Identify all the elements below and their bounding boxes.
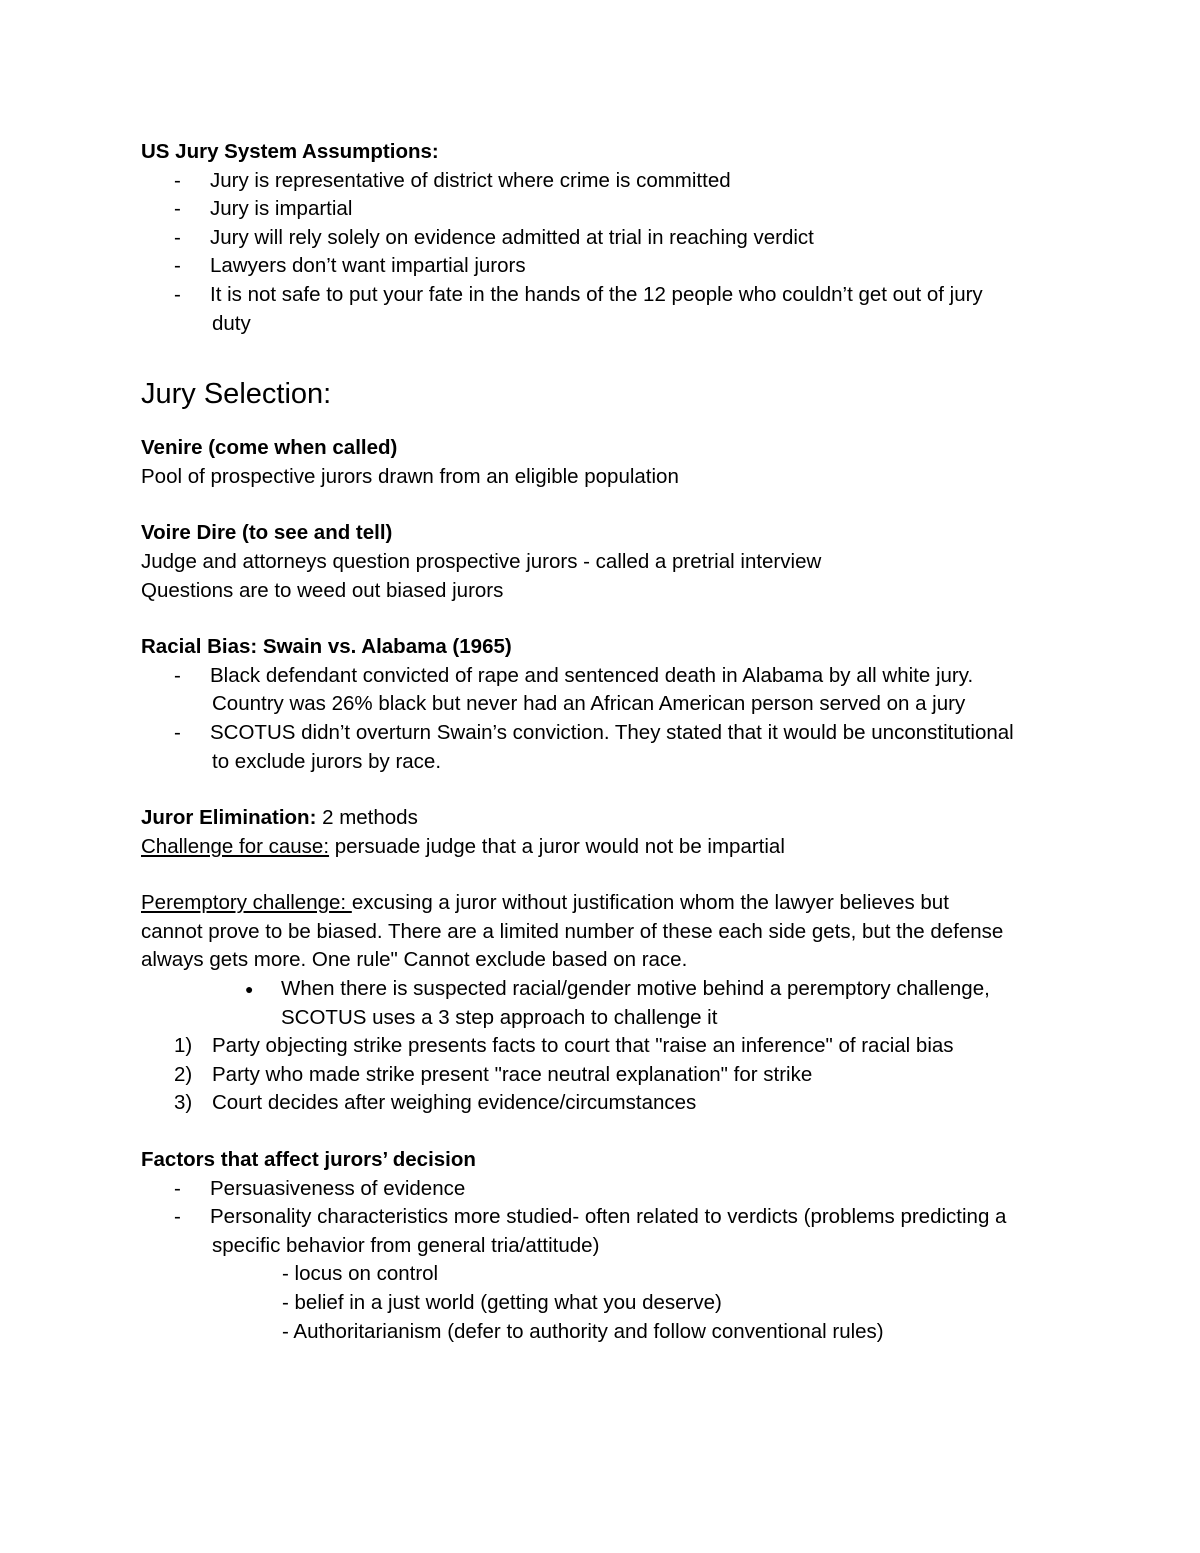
voire-text-2: Questions are to weed out biased jurors [141,578,504,602]
dash-marker: - [174,225,181,249]
list-item: - Jury is impartial [141,195,1071,224]
elimination-heading: Juror Elimination: [141,806,317,830]
bullet-item-continuation: SCOTUS uses a 3 step approach to challenge it [281,1005,718,1029]
dash-marker: - [174,1205,181,1229]
cause-text: persuade judge that a juror would not be impartial [329,834,785,858]
numbered-item: 2) Party who made strike present "race neutral explanation" for strike [141,1061,1071,1090]
dash-marker: - [174,663,181,687]
list-item: - Black defendant convicted of rape and sentenced death in Alabama by all white jury. [141,662,1071,691]
dash-marker: - [174,1176,181,1200]
sub-item: - belief in a just world (getting what you deserve) [282,1291,722,1314]
dash-marker: - [174,254,181,278]
dash-marker: - [174,168,181,192]
peremptory-label: Peremptory challenge: [141,891,352,915]
elimination-heading-line [141,804,1071,833]
peremptory-line-2: cannot prove to be biased. There are a limited number of these each side gets, but the defense [141,919,1004,943]
list-item-continuation: duty [212,311,251,335]
dash-marker: - [174,282,181,306]
peremptory-line-1: Peremptory challenge: excusing a juror without justification whom the lawyer believes but [141,891,949,915]
list-item-continuation: to exclude jurors by race. [212,749,442,773]
bullet-dot-icon: ● [245,981,254,998]
list-item-continuation: specific behavior from general tria/attitude) [212,1233,600,1257]
section-title: Jury Selection: [141,378,332,411]
list-item: - It is not safe to put your fate in the hands of the 12 people who couldn’t get out of jury [141,281,1071,310]
list-item: - Personality characteristics more studied- often related to verdicts (problems predicting a [141,1203,1071,1232]
step-number: 2) [174,1062,193,1086]
cause-label: Challenge for cause: [141,834,330,858]
list-item: - Persuasiveness of evidence [141,1175,1071,1204]
list-item: - Jury will rely solely on evidence admitted at trial in reaching verdict [141,224,1071,253]
step-number: 3) [174,1091,193,1115]
assumptions-heading: US Jury System Assumptions: [141,140,439,163]
cause-line [141,833,1071,862]
list-item: - SCOTUS didn’t overturn Swain’s conviction. They stated that it would be unconstitutional [141,719,1071,748]
racial-heading: Racial Bias: Swain vs. Alabama (1965) [141,635,512,659]
dash-marker: - [174,197,181,221]
numbered-item: 3) Court decides after weighing evidence/circumstances [141,1089,1071,1118]
numbered-item: 1) Party objecting strike presents facts to court that "raise an inference" of racial bias [141,1032,1071,1061]
step-number: 1) [174,1034,193,1058]
peremptory-line-3: always gets more. One rule" Cannot exclude based on race. [141,948,688,972]
elimination-heading-tail: 2 methods [316,806,418,830]
sub-item: - locus on control [282,1262,439,1286]
list-item: - Jury is representative of district where crime is committed [141,167,1071,196]
factors-heading: Factors that affect jurors’ decision [141,1148,476,1172]
sub-item: - Authoritarianism (defer to authority and follow conventional rules) [282,1319,884,1343]
voire-text-1: Judge and attorneys question prospective jurors - called a pretrial interview [141,549,822,573]
voire-heading: Voire Dire (to see and tell) [141,521,393,545]
document-page [141,138,1071,1346]
dash-marker: - [174,720,181,744]
venire-heading: Venire (come when called) [141,436,398,460]
venire-text: Pool of prospective jurors drawn from an eligible population [141,464,679,488]
list-item: - Lawyers don’t want impartial jurors [141,252,1071,281]
list-item-continuation: Country was 26% black but never had an African American person served on a jury [212,692,966,716]
bullet-item: ● When there is suspected racial/gender motive behind a peremptory challenge, [141,975,1071,1004]
